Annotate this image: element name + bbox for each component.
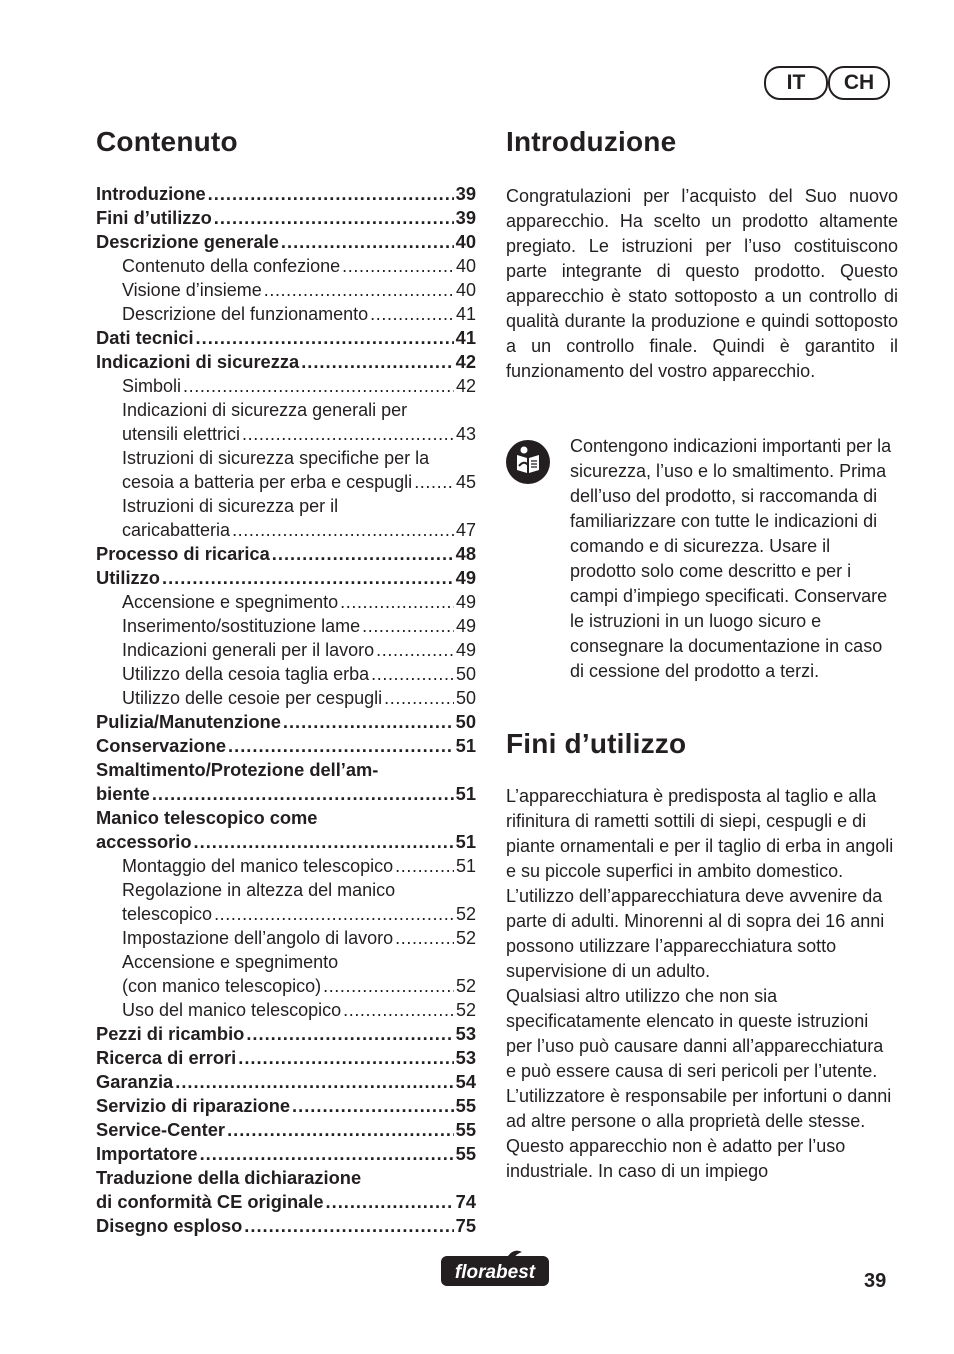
toc-entry-page: 48 [455,543,476,564]
toc-leader-dots [343,998,454,1022]
toc-entry-label: Conservazione [96,735,227,756]
toc-entry-page: 41 [455,327,476,348]
toc-entry [96,566,476,590]
toc-leader-dots [264,278,454,302]
toc-entry [96,758,476,782]
toc-entry-label: Importatore [96,1143,198,1164]
toc-leader-dots [301,350,453,374]
toc-entry-page: 39 [455,183,476,204]
toc-entry-label: Descrizione generale [96,231,279,252]
toc-entry-label: Regolazione in altezza del manico [122,880,396,900]
toc-entry [96,1166,476,1190]
toc-entry [96,878,476,902]
toc-entry [96,494,476,518]
toc-leader-dots [376,638,454,662]
toc-entry [96,302,476,326]
toc-entry-label: Accensione e spegnimento [122,592,339,612]
toc-entry-page: 49 [455,592,476,612]
toc-entry [96,662,476,686]
toc-entry-label: caricabatteria [122,520,231,540]
toc-leader-dots [362,614,454,638]
toc-leader-dots [272,542,454,566]
toc-entry [96,1214,476,1238]
toc-entry-label: Service-Center [96,1119,226,1140]
toc-leader-dots [152,782,454,806]
intended-use-heading: Fini d’utilizzo [506,728,687,759]
toc-entry-page: 52 [455,976,476,996]
safety-notice-text: Contengono indicazioni importanti per la sicurezza, l’uso e lo smaltimento. Prima dell’uso del prodotto, si raccomanda di familiarizzare con tutte le indicazioni di comando e di sicurezza. Usare il prodotto solo come descritto e per i campi d’impiego specificati. Conservare le istruzioni in un luogo sicuro e consegnare la documentazione in caso di cessione del prodotto a terzi. [570,436,892,681]
toc-entry-page: 50 [455,664,476,684]
toc-entry-page: 51 [455,783,476,804]
toc-entry-label: Impostazione dell’angolo di lavoro [122,928,394,948]
toc-entry-label: Utilizzo della cesoia taglia erba [122,664,370,684]
page-number: 39 [864,1270,887,1292]
toc-entry-page: 40 [455,256,476,276]
toc-entry-label: Accensione e spegnimento [122,952,339,972]
toc-entry-label: Descrizione del funzionamento [122,304,369,324]
toc-leader-dots [242,422,454,446]
toc-leader-dots [246,1022,453,1046]
toc-entry [96,710,476,734]
toc-entry [96,1022,476,1046]
toc-entry-page: 45 [455,472,476,492]
intro-paragraph: Congratulazioni per l’acquisto del Suo nuovo apparecchio. Ha scelto un prodotto altamente pregiato. Le istruzioni per l’uso costituiscono parte integrante di questo prodotto. Questo apparecchio è stato sottoposto a un controllo di qualità durante la produzione e quindi sottoposto a un controllo finale. Quindi è garantito il funzionamento del vostro apparecchio. [506,186,898,381]
toc-leader-dots [200,1142,454,1166]
toc-entry [96,254,476,278]
toc-entry-label: Simboli [122,376,182,396]
toc-leader-dots [183,374,454,398]
toc-entry [96,542,476,566]
toc-entry [96,446,476,470]
toc-entry-label: Smaltimento/Protezione dell’am- [96,759,379,780]
toc-entry-page: 51 [455,831,476,852]
toc-leader-dots [384,686,454,710]
toc-entry-page: 52 [455,1000,476,1020]
toc-entry-label: cesoia a batteria per erba e cespugli [122,472,413,492]
toc-entry-page: 40 [455,280,476,300]
toc-leader-dots [414,470,454,494]
toc-entry-label: Visione d’insieme [122,280,262,300]
toc-leader-dots [162,566,454,590]
toc-entry [96,398,476,422]
toc-entry-page: 54 [455,1071,476,1092]
toc-entry [96,182,476,206]
toc-entry-label: utensili elettrici [122,424,241,444]
read-manual-icon [506,440,550,484]
toc-entry [96,326,476,350]
toc-entry [96,686,476,710]
toc-entry [96,1070,476,1094]
toc-leader-dots [395,926,454,950]
toc-entry-page: 50 [455,711,476,732]
toc-entry [96,278,476,302]
toc-entry-label: Pulizia/Manutenzione [96,711,281,732]
toc-leader-dots [370,302,454,326]
toc-leader-dots [232,518,454,542]
toc-entry [96,734,476,758]
toc-entry [96,518,476,542]
toc-entry-label: di conformità CE originale [96,1191,324,1212]
toc-entry-label: Inserimento/sostituzione lame [122,616,361,636]
toc-entry [96,1190,476,1214]
toc-entry-label: Dati tecnici [96,327,194,348]
intended-use-paragraph-1: L’apparecchiatura è predisposta al taglio e alla rifinitura di rametti sottili di siepi, cespugli e di piante ornamentali e per il taglio di erba in angoli e su piccole superfici in ambito domestico. [506,786,894,881]
toc-entry-page: 52 [455,904,476,924]
toc-entry-page: 49 [455,616,476,636]
toc-entry [96,998,476,1022]
toc-entry-label: Utilizzo [96,567,160,588]
toc-leader-dots [227,1118,454,1142]
toc-entry [96,614,476,638]
toc-entry-label: Garanzia [96,1071,174,1092]
toc-leader-dots [196,326,454,350]
toc-entry-page: 53 [455,1023,476,1044]
toc-entry-label: biente [96,783,150,804]
toc-entry-label: Indicazioni di sicurezza [96,351,300,372]
toc-entry-label: telescopico [122,904,213,924]
language-badge-ch: CH [828,66,890,100]
toc-entry [96,950,476,974]
toc-entry-label: accessorio [96,831,192,852]
toc-entry [96,806,476,830]
toc-entry [96,926,476,950]
toc-entry-label: (con manico telescopico) [122,976,322,996]
toc-leader-dots [283,710,454,734]
toc-entry-page: 41 [455,304,476,324]
toc-entry [96,638,476,662]
toc-entry [96,974,476,998]
toc-entry-page: 43 [455,424,476,444]
toc-leader-dots [292,1094,454,1118]
toc-title: Contenuto [96,126,238,157]
brand-text: florabest [454,1262,536,1283]
toc-entry-label: Montaggio del manico telescopico [122,856,394,876]
toc-entry [96,422,476,446]
toc-entry-label: Fini d’utilizzo [96,207,212,228]
toc-entry [96,230,476,254]
toc-entry-page: 47 [455,520,476,540]
toc-entry-label: Contenuto della confezione [122,256,341,276]
toc-entry [96,1094,476,1118]
language-badge-it: IT [764,66,828,100]
toc-entry [96,902,476,926]
toc-entry-label: Istruzioni di sicurezza specifiche per la [122,448,430,468]
toc-entry-page: 55 [455,1119,476,1140]
toc-entry-page: 74 [455,1191,476,1212]
florabest-logo [440,1250,550,1290]
toc-entry-page: 51 [455,856,476,876]
toc-leader-dots [340,590,454,614]
toc-entry [96,590,476,614]
toc-leader-dots [323,974,454,998]
toc-entry-page: 55 [455,1143,476,1164]
toc-entry-page: 39 [455,207,476,228]
toc-entry-label: Traduzione della dichiarazione [96,1167,362,1188]
toc-leader-dots [175,1070,453,1094]
toc-entry [96,350,476,374]
toc-entry [96,1046,476,1070]
toc-entry-page: 42 [455,376,476,396]
toc-leader-dots [281,230,454,254]
toc-entry [96,470,476,494]
toc-entry-label: Servizio di riparazione [96,1095,291,1116]
table-of-contents [96,182,476,1238]
toc-entry-page: 40 [455,231,476,252]
toc-entry-page: 53 [455,1047,476,1068]
intended-use-text [506,784,898,1184]
toc-entry-page: 49 [455,640,476,660]
toc-entry-page: 75 [455,1215,476,1236]
toc-leader-dots [395,854,454,878]
toc-entry [96,374,476,398]
toc-entry [96,1142,476,1166]
toc-entry-label: Istruzioni di sicurezza per il [122,496,339,516]
toc-leader-dots [371,662,454,686]
toc-leader-dots [228,734,454,758]
toc-entry-label: Indicazioni generali per il lavoro [122,640,375,660]
toc-entry [96,206,476,230]
toc-leader-dots [238,1046,453,1070]
toc-entry-label: Uso del manico telescopico [122,1000,342,1020]
toc-entry [96,854,476,878]
toc-entry-label: Manico telescopico come [96,807,318,828]
toc-entry-page: 42 [455,351,476,372]
toc-leader-dots [214,206,454,230]
toc-entry-label: Introduzione [96,183,206,204]
toc-entry-page: 55 [455,1095,476,1116]
intended-use-paragraph-3: Qualsiasi altro utilizzo che non sia specificatamente elencato in queste istruzioni per l’uso può causare danni all’apparecchiatura e può essere causa di seri pericoli per l’utente. L’utilizzatore è responsabile per infortuni o danni ad altre persone o alla proprietà delle stesse. Questo apparecchio non è adatto per l’uso industriale. In caso di un impiego [506,986,892,1181]
toc-entry-label: Utilizzo delle cesoie per cespugli [122,688,383,708]
toc-entry [96,830,476,854]
toc-entry-page: 50 [455,688,476,708]
toc-entry [96,1118,476,1142]
toc-leader-dots [194,830,454,854]
toc-entry [96,782,476,806]
toc-leader-dots [342,254,454,278]
toc-entry-page: 51 [455,735,476,756]
toc-leader-dots [214,902,454,926]
toc-leader-dots [326,1190,454,1214]
toc-entry-page: 52 [455,928,476,948]
toc-entry-label: Ricerca di errori [96,1047,237,1068]
toc-entry-page: 49 [455,567,476,588]
toc-entry-label: Processo di ricarica [96,543,270,564]
toc-leader-dots [244,1214,453,1238]
toc-entry-label: Indicazioni di sicurezza generali per [122,400,408,420]
intended-use-paragraph-2: L’utilizzo dell’apparecchiatura deve avvenire da parte di adulti. Minorenni al di sopra dei 16 anni possono utilizzare l’apparecchiatura sotto supervisione di un adulto. [506,886,885,981]
toc-entry-label: Disegno esploso [96,1215,243,1236]
toc-entry-label: Pezzi di ricambio [96,1023,245,1044]
toc-leader-dots [208,182,454,206]
intro-heading: Introduzione [506,126,677,157]
